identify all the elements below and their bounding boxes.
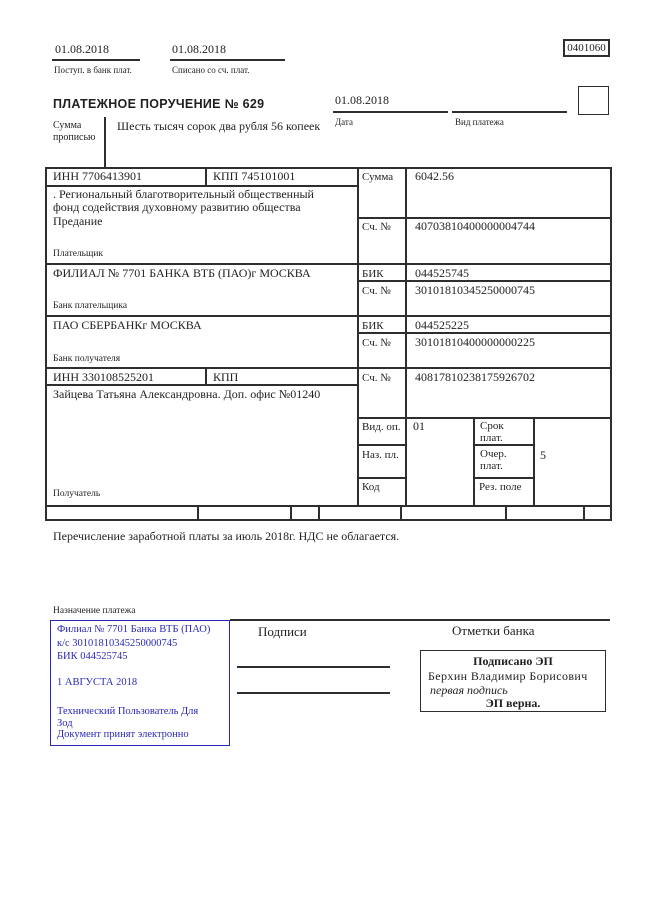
- sum-label: Сумма: [362, 171, 394, 183]
- table-line: [405, 167, 407, 505]
- signatures-top-line: [230, 619, 610, 621]
- naz-pl-label: Наз. пл.: [362, 449, 399, 461]
- document-date: 01.08.2018: [335, 93, 389, 107]
- table-line: [583, 505, 585, 519]
- payer-bank-section-label: Банк плательщика: [53, 301, 128, 311]
- payee-bank-bik: 044525225: [415, 318, 469, 332]
- table-line: [45, 384, 357, 386]
- table-line: [45, 315, 610, 317]
- table-line: [357, 417, 610, 419]
- payer-inn: ИНН 7706413901: [53, 169, 142, 183]
- amount-words-label: Сумма прописью: [53, 120, 96, 143]
- table-line: [357, 444, 405, 446]
- sum-value: 6042.56: [415, 169, 454, 183]
- table-line: [197, 505, 199, 519]
- payee-name: Зайцева Татьяна Александровна. Доп. офис №01240: [53, 387, 321, 401]
- bank-marks-label: Отметки банка: [452, 623, 535, 638]
- payee-kpp-label: КПП: [213, 370, 239, 384]
- payee-bank-account-label: Сч. №: [362, 337, 391, 349]
- signatures-label: Подписи: [258, 624, 307, 639]
- table-line: [357, 280, 610, 282]
- payer-account: 40703810400000004744: [415, 219, 535, 233]
- date-label: Дата: [335, 117, 353, 127]
- table-line: [45, 505, 610, 507]
- esign-signer: Берхин Владимир Борисович: [428, 669, 588, 683]
- vid-op-label: Вид. оп.: [362, 421, 401, 433]
- purpose-label: Назначение платежа: [53, 606, 136, 616]
- esign-stamp-box: [420, 650, 606, 712]
- purpose-text: Перечисление заработной платы за июль 2018г. НДС не облагается.: [53, 529, 400, 543]
- table-line: [473, 477, 533, 479]
- table-line: [357, 332, 610, 334]
- table-right-border: [610, 167, 612, 521]
- payer-name-line1: . Региональный благотворительный общественный: [53, 187, 314, 201]
- amount-words-divider: [104, 117, 106, 167]
- payee-bank-section-label: Банк получателя: [53, 354, 121, 364]
- table-line: [473, 444, 533, 446]
- table-line: [45, 367, 610, 369]
- blue-stamp-line6: Зод: [57, 718, 73, 729]
- payer-name-line2: фонд содействия духовному развитию общества: [53, 200, 301, 214]
- document-title: ПЛАТЕЖНОЕ ПОРУЧЕНИЕ № 629: [53, 97, 265, 111]
- signature-line-2: [237, 692, 390, 694]
- table-left-border: [45, 167, 47, 521]
- received-date: 01.08.2018: [55, 42, 109, 56]
- table-line: [205, 167, 207, 185]
- vid-op-value: 01: [413, 419, 425, 433]
- received-date-underline: [52, 59, 140, 61]
- blue-stamp-line5: Технический Пользователь Для: [57, 706, 199, 717]
- esign-title: Подписано ЭП: [473, 654, 553, 668]
- table-line: [45, 519, 612, 521]
- form-code-box: 0401060: [563, 39, 610, 57]
- payee-bank-bik-label: БИК: [362, 320, 384, 332]
- kod-label: Код: [362, 481, 380, 493]
- debited-date-underline: [170, 59, 285, 61]
- ocher-plat-label: Очер. плат.: [480, 448, 507, 472]
- blue-stamp-line3: БИК 044525745: [57, 651, 128, 662]
- table-line: [45, 263, 610, 265]
- debited-date: 01.08.2018: [172, 42, 226, 56]
- payee-bank-account: 30101810400000000225: [415, 335, 535, 349]
- table-line: [205, 367, 207, 384]
- table-line: [357, 167, 359, 505]
- amount-words-value: Шесть тысяч сорок два рубля 56 копеек: [117, 119, 321, 133]
- payer-bank-bik: 044525745: [415, 266, 469, 280]
- payer-bank-account: 30101810345250000745: [415, 283, 535, 297]
- esign-kind: первая подпись: [430, 683, 508, 697]
- priority-box: [578, 86, 609, 115]
- payment-type-underline: [452, 111, 567, 113]
- received-date-label: Поступ. в банк плат.: [54, 65, 132, 75]
- table-line: [533, 417, 535, 505]
- payer-kpp: КПП 745101001: [213, 169, 296, 183]
- table-line: [400, 505, 402, 519]
- payer-account-label: Сч. №: [362, 221, 391, 233]
- ocher-plat-value: 5: [540, 448, 546, 462]
- payee-account: 40817810238175926702: [415, 370, 535, 384]
- payer-bank-account-label: Сч. №: [362, 285, 391, 297]
- payee-section-label: Получатель: [53, 489, 101, 499]
- blue-stamp-line7: Документ принят электронно: [57, 729, 189, 740]
- payer-section-label: Плательщик: [53, 249, 104, 259]
- blue-stamp-line4: 1 АВГУСТА 2018: [57, 677, 138, 688]
- table-line: [318, 505, 320, 519]
- payee-account-label: Сч. №: [362, 372, 391, 384]
- srok-plat-label: Срок плат.: [480, 420, 504, 444]
- date-underline: [333, 111, 448, 113]
- table-line: [290, 505, 292, 519]
- rez-pole-label: Рез. поле: [479, 481, 522, 493]
- payment-type-label: Вид платежа: [455, 117, 504, 127]
- blue-stamp-line1: Филиал № 7701 Банка ВТБ (ПАО): [57, 624, 211, 635]
- payer-name-line3: Предание: [53, 214, 103, 228]
- esign-verified: ЭП верна.: [485, 696, 541, 710]
- blue-stamp-line2: к/с 30101810345250000745: [57, 638, 178, 649]
- table-line: [473, 417, 475, 505]
- table-line: [357, 477, 405, 479]
- payee-inn: ИНН 330108525201: [53, 370, 154, 384]
- signature-line-1: [237, 666, 390, 668]
- payee-bank-name: ПАО СБЕРБАНКг МОСКВА: [53, 318, 202, 332]
- table-line: [505, 505, 507, 519]
- payer-bank-bik-label: БИК: [362, 268, 384, 280]
- debited-date-label: Списано со сч. плат.: [172, 65, 250, 75]
- payer-bank-name: ФИЛИАЛ № 7701 БАНКА ВТБ (ПАО)г МОСКВА: [53, 266, 311, 280]
